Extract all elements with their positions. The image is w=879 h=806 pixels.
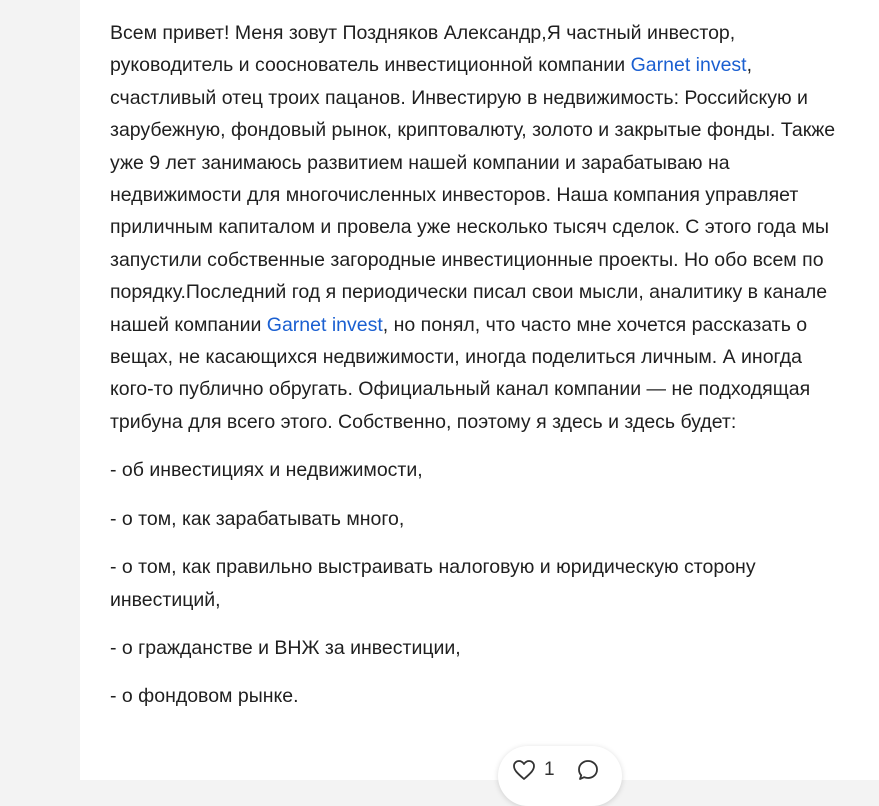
like-count: 1	[544, 759, 555, 780]
like-button[interactable]	[512, 759, 555, 781]
garnet-invest-link-1[interactable]: Garnet invest	[630, 54, 747, 77]
list-item: - о фондовом рынке.	[110, 685, 299, 708]
comment-button[interactable]	[577, 759, 599, 786]
list-item: - о том, как правильно выстраивать налоговую и юридическую сторону инвестиций,	[110, 556, 756, 611]
list-item: - об инвестициях и недвижимости,	[110, 459, 423, 482]
intro-text-1: Всем привет! Меня зовут Поздняков Александр,Я частный инвестор, руководитель и сооснователь инвестиционной компании	[110, 22, 736, 77]
garnet-invest-link-2[interactable]: Garnet invest	[266, 313, 383, 336]
article-card	[80, 0, 879, 780]
comment-icon	[577, 759, 599, 781]
list-item: - о том, как зарабатывать много,	[110, 507, 405, 530]
heart-icon	[512, 759, 536, 781]
intro-text-3: , но понял, что часто мне хочется рассказать о вещах, не касающихся недвижимости, иногда поделиться личным. А иногда кого-то публично обругать. Официальный канал компании — не подходящая трибуна для всего этого. Собственно, поэтому я здесь и здесь будет:	[110, 313, 811, 433]
intro-text-2: , счастливый отец троих пацанов. Инвестирую в недвижимость: Российскую и зарубежную, фондовый рынок, криптовалюту, золото и закрытые фонды. Также уже 9 лет занимаюсь развитием нашей компании и зарабатываю на недвижимости для многочисленных инвесторов. Наша компания управляет приличным капиталом и провела уже несколько тысяч сделок. С этого года мы запустили собственные загородные инвестиционные проекты. Но обо всем по порядку.Последний год я периодически писал свои мысли, аналитику в канале нашей компании	[110, 54, 836, 336]
list-item: - о гражданстве и ВНЖ за инвестиции,	[110, 636, 461, 659]
intro-paragraph	[110, 17, 850, 438]
article-body	[110, 17, 850, 713]
reaction-bar	[498, 746, 622, 806]
left-gutter	[0, 0, 80, 780]
